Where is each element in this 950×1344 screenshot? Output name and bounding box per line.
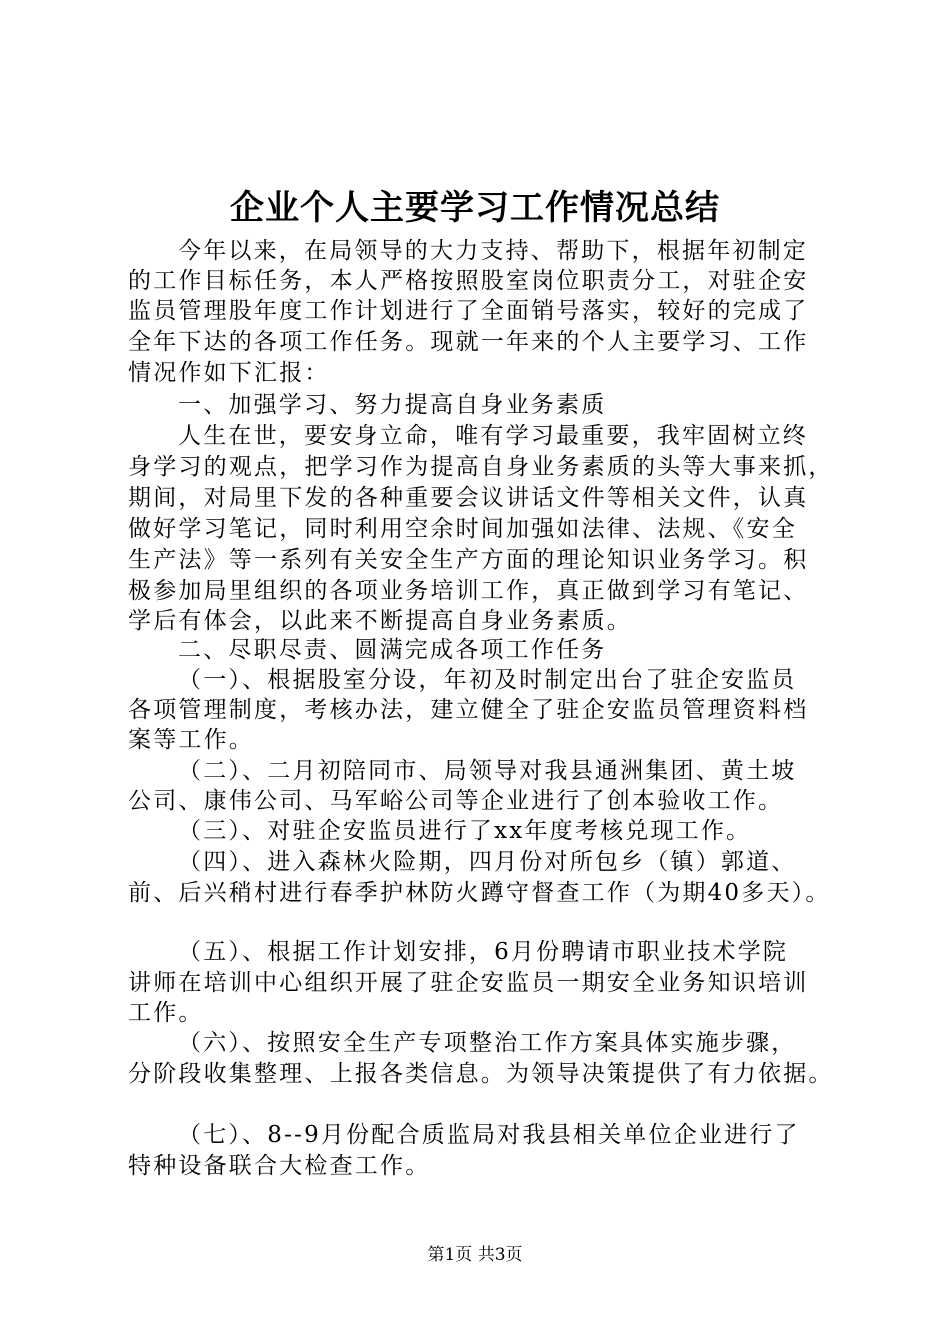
text-line: （一）、根据股室分设，年初及时制定出台了驻企安监员 bbox=[178, 667, 797, 693]
text-line: 的工作目标任务，本人严格按照股室岗位职责分工，对驻企安 bbox=[128, 268, 809, 294]
section-heading: 一、加强学习、努力提高自身业务素质 bbox=[178, 392, 607, 418]
text-line: 讲师在培训中心组织开展了驻企安监员一期安全业务知识培训 bbox=[128, 970, 809, 996]
text-line: （二）、二月初陪同市、局领导对我县通洲集团、黄土坡 bbox=[178, 758, 797, 784]
text-line: 人生在世，要安身立命，唯有学习最重要，我牢固树立终 bbox=[178, 423, 808, 449]
text-line: 做好学习笔记，同时利用空余时间加强如法律、法规、《安全 bbox=[128, 516, 797, 542]
document-title: 企业个人主要学习工作情况总结 bbox=[230, 188, 720, 228]
text-line: 分阶段收集整理、上报各类信息。为领导决策提供了有力依据。 bbox=[128, 1061, 834, 1087]
text-line: 公司、康伟公司、马军峪公司等企业进行了创本验收工作。 bbox=[128, 788, 784, 814]
section-heading: 二、尽职尽责、圆满完成各项工作任务 bbox=[178, 637, 607, 663]
text-line: 各项管理制度，考核办法，建立健全了驻企安监员管理资料档 bbox=[128, 697, 809, 723]
text-line: （六）、按照安全生产专项整治工作方案具体实施步骤， bbox=[178, 1030, 797, 1056]
text-line: 学后有体会，以此来不断提高自身业务素质。 bbox=[128, 608, 632, 634]
text-line: 身学习的观点，把学习作为提高自身业务素质的头等大事来抓， bbox=[128, 454, 834, 480]
text-line: 案等工作。 bbox=[128, 727, 254, 753]
text-line: 监员管理股年度工作计划进行了全面销号落实，较好的完成了 bbox=[128, 298, 809, 324]
page-footer: 第1页 共3页 bbox=[427, 1245, 523, 1265]
text-line: （四）、进入森林火险期，四月份对所包乡（镇）郭道、 bbox=[178, 849, 797, 875]
text-line: （三）、对驻企安监员进行了xx年度考核兑现工作。 bbox=[178, 818, 752, 844]
text-line: 极参加局里组织的各项业务培训工作，真正做到学习有笔记、 bbox=[128, 578, 809, 604]
text-line: 前、后兴稍村进行春季护林防火蹲守督查工作（为期40多天）。 bbox=[128, 880, 831, 906]
text-line: 生产法》等一系列有关安全生产方面的理论知识业务学习。积 bbox=[128, 547, 809, 573]
text-line: 工作。 bbox=[128, 1000, 204, 1026]
text-line: （五）、根据工作计划安排，6月份聘请市职业技术学院 bbox=[178, 939, 789, 965]
text-line: 期间，对局里下发的各种重要会议讲话文件等相关文件，认真 bbox=[128, 485, 809, 511]
text-line: 特种设备联合大检查工作。 bbox=[128, 1153, 431, 1179]
text-line: （七）、8--9月份配合质监局对我县相关单位企业进行了 bbox=[178, 1122, 800, 1148]
text-line: 今年以来，在局领导的大力支持、帮助下，根据年初制定 bbox=[178, 238, 808, 264]
text-line: 全年下达的各项工作任务。现就一年来的个人主要学习、工作 bbox=[128, 329, 809, 355]
text-line: 情况作如下汇报： bbox=[128, 360, 330, 386]
